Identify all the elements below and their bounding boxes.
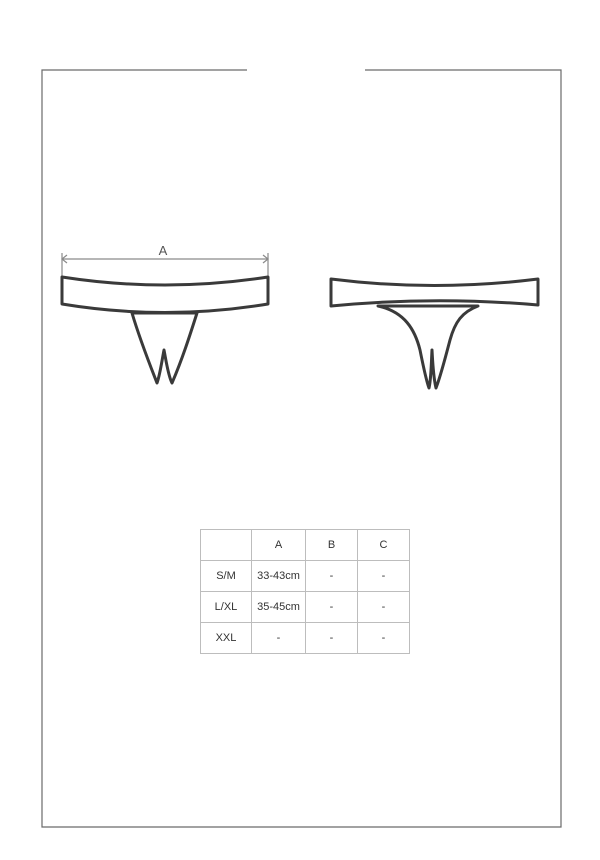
dimension-a [62,243,268,276]
table-header-cell: A [252,530,306,561]
table-row [201,561,410,592]
table-row [201,623,410,654]
table-cell: - [358,592,410,623]
table-header-cell [201,530,252,561]
back-thong-panel [378,306,478,388]
table-cell: 33-43cm [252,561,306,592]
table-cell: - [306,561,358,592]
front-crotch-panel [132,313,197,383]
back-waistband [331,279,538,306]
table-header-cell: C [358,530,410,561]
size-table [200,529,410,654]
front-view [62,277,268,383]
table-cell: - [358,561,410,592]
dimension-label: A [158,243,168,258]
table-cell: 35-45cm [252,592,306,623]
table-cell: - [306,623,358,654]
table-row [201,592,410,623]
front-waistband [62,277,268,313]
table-cell: L/XL [201,592,252,623]
back-view [331,279,538,388]
table-header-cell: B [306,530,358,561]
page-frame [42,70,561,827]
table-cell: - [358,623,410,654]
table-cell: XXL [201,623,252,654]
table-cell: - [306,592,358,623]
table-cell: S/M [201,561,252,592]
table-header-row [201,530,410,561]
table-cell: - [252,623,306,654]
